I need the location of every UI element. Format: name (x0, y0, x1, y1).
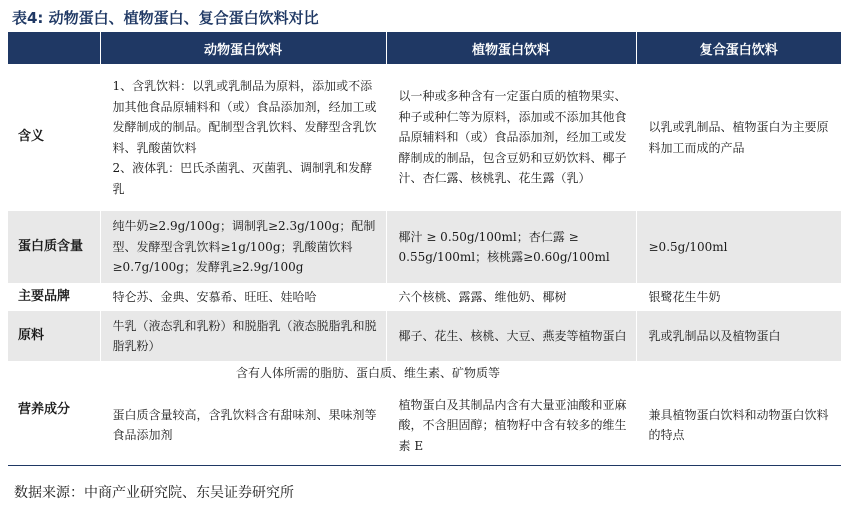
row-protein-content (8, 211, 841, 283)
cell-animal: 特仑苏、金典、安慕希、旺旺、娃哈哈 (100, 283, 386, 311)
cell-plant: 椰汁 ≥ 0.50g/100ml；杏仁露 ≥ 0.55g/100ml；核桃露≥0.60g/100ml (386, 211, 636, 283)
row-meaning (8, 64, 841, 211)
cell-plant: 椰子、花生、核桃、大豆、燕麦等植物蛋白 (386, 311, 636, 361)
cell-plant: 植物蛋白及其制品内含有大量亚油酸和亚麻酸，不含胆固醇；植物籽中含有较多的维生素 E (386, 386, 636, 466)
cell-compound: 银鹭花生牛奶 (636, 283, 841, 311)
cell-compound: 乳或乳制品以及植物蛋白 (636, 311, 841, 361)
cell-animal: 牛乳（液态乳和乳粉）和脱脂乳（液态脱脂乳和脱脂乳粉） (100, 311, 386, 361)
row-label: 蛋白质含量 (8, 211, 100, 283)
cell-animal: 纯牛奶≥2.9g/100g；调制乳≥2.3g/100g；配制型、发酵型含乳饮料≥1g/100g；乳酸菌饮料≥0.7g/100g；发酵乳≥2.9g/100g (100, 211, 386, 283)
header-compound-protein: 复合蛋白饮料 (636, 32, 841, 64)
table-header-row (8, 32, 841, 64)
row-raw-materials (8, 311, 841, 361)
header-plant-protein: 植物蛋白饮料 (386, 32, 636, 64)
table-title: 表4: 动物蛋白、植物蛋白、复合蛋白饮料对比 (12, 9, 319, 27)
data-source-note: 数据来源：中商产业研究院、东吴证券研究所 (14, 485, 294, 501)
row-main-brands (8, 283, 841, 311)
cell-animal: 1、含乳饮料：以乳或乳制品为原料，添加或不添加其他食品原辅料和（或）食品添加剂，经加工或发酵制成的制品。配制型含乳饮料、发酵型含乳饮料、乳酸菌饮料 2、液体乳：巴氏杀菌乳、灭菌乳、调制乳和发酵乳 (100, 64, 386, 211)
empty-cell (8, 361, 100, 386)
header-corner (8, 32, 100, 64)
comparison-table (8, 32, 841, 466)
row-shared-nutrition (8, 361, 841, 386)
header-animal-protein: 动物蛋白饮料 (100, 32, 386, 64)
row-label: 含义 (18, 129, 45, 145)
empty-cell (636, 361, 841, 386)
cell-plant: 六个核桃、露露、维他奶、椰树 (386, 283, 636, 311)
cell-compound: ≥0.5g/100ml (636, 211, 841, 283)
row-label: 主要品牌 (18, 288, 71, 304)
row-label: 营养成分 (8, 386, 100, 466)
cell-plant: 以一种或多种含有一定蛋白质的植物果实、种子或种仁等为原料，添加或不添加其他食品原辅料和（或）食品添加剂，经加工或发酵制成的制品，包含豆奶和豆奶饮料、椰子汁、杏仁露、核桃乳、花生露（乳） (386, 64, 636, 211)
cell-compound: 兼具植物蛋白饮料和动物蛋白饮料的特点 (636, 386, 841, 466)
row-nutrition (8, 386, 841, 466)
cell-shared-nutrition: 含有人体所需的脂肪、蛋白质、维生素、矿物质等 (100, 361, 636, 386)
row-label: 原料 (8, 311, 100, 361)
cell-animal: 蛋白质含量较高，含乳饮料含有甜味剂、果味剂等食品添加剂 (100, 386, 386, 466)
cell-compound: 以乳或乳制品、植物蛋白为主要原料加工而成的产品 (636, 64, 841, 211)
